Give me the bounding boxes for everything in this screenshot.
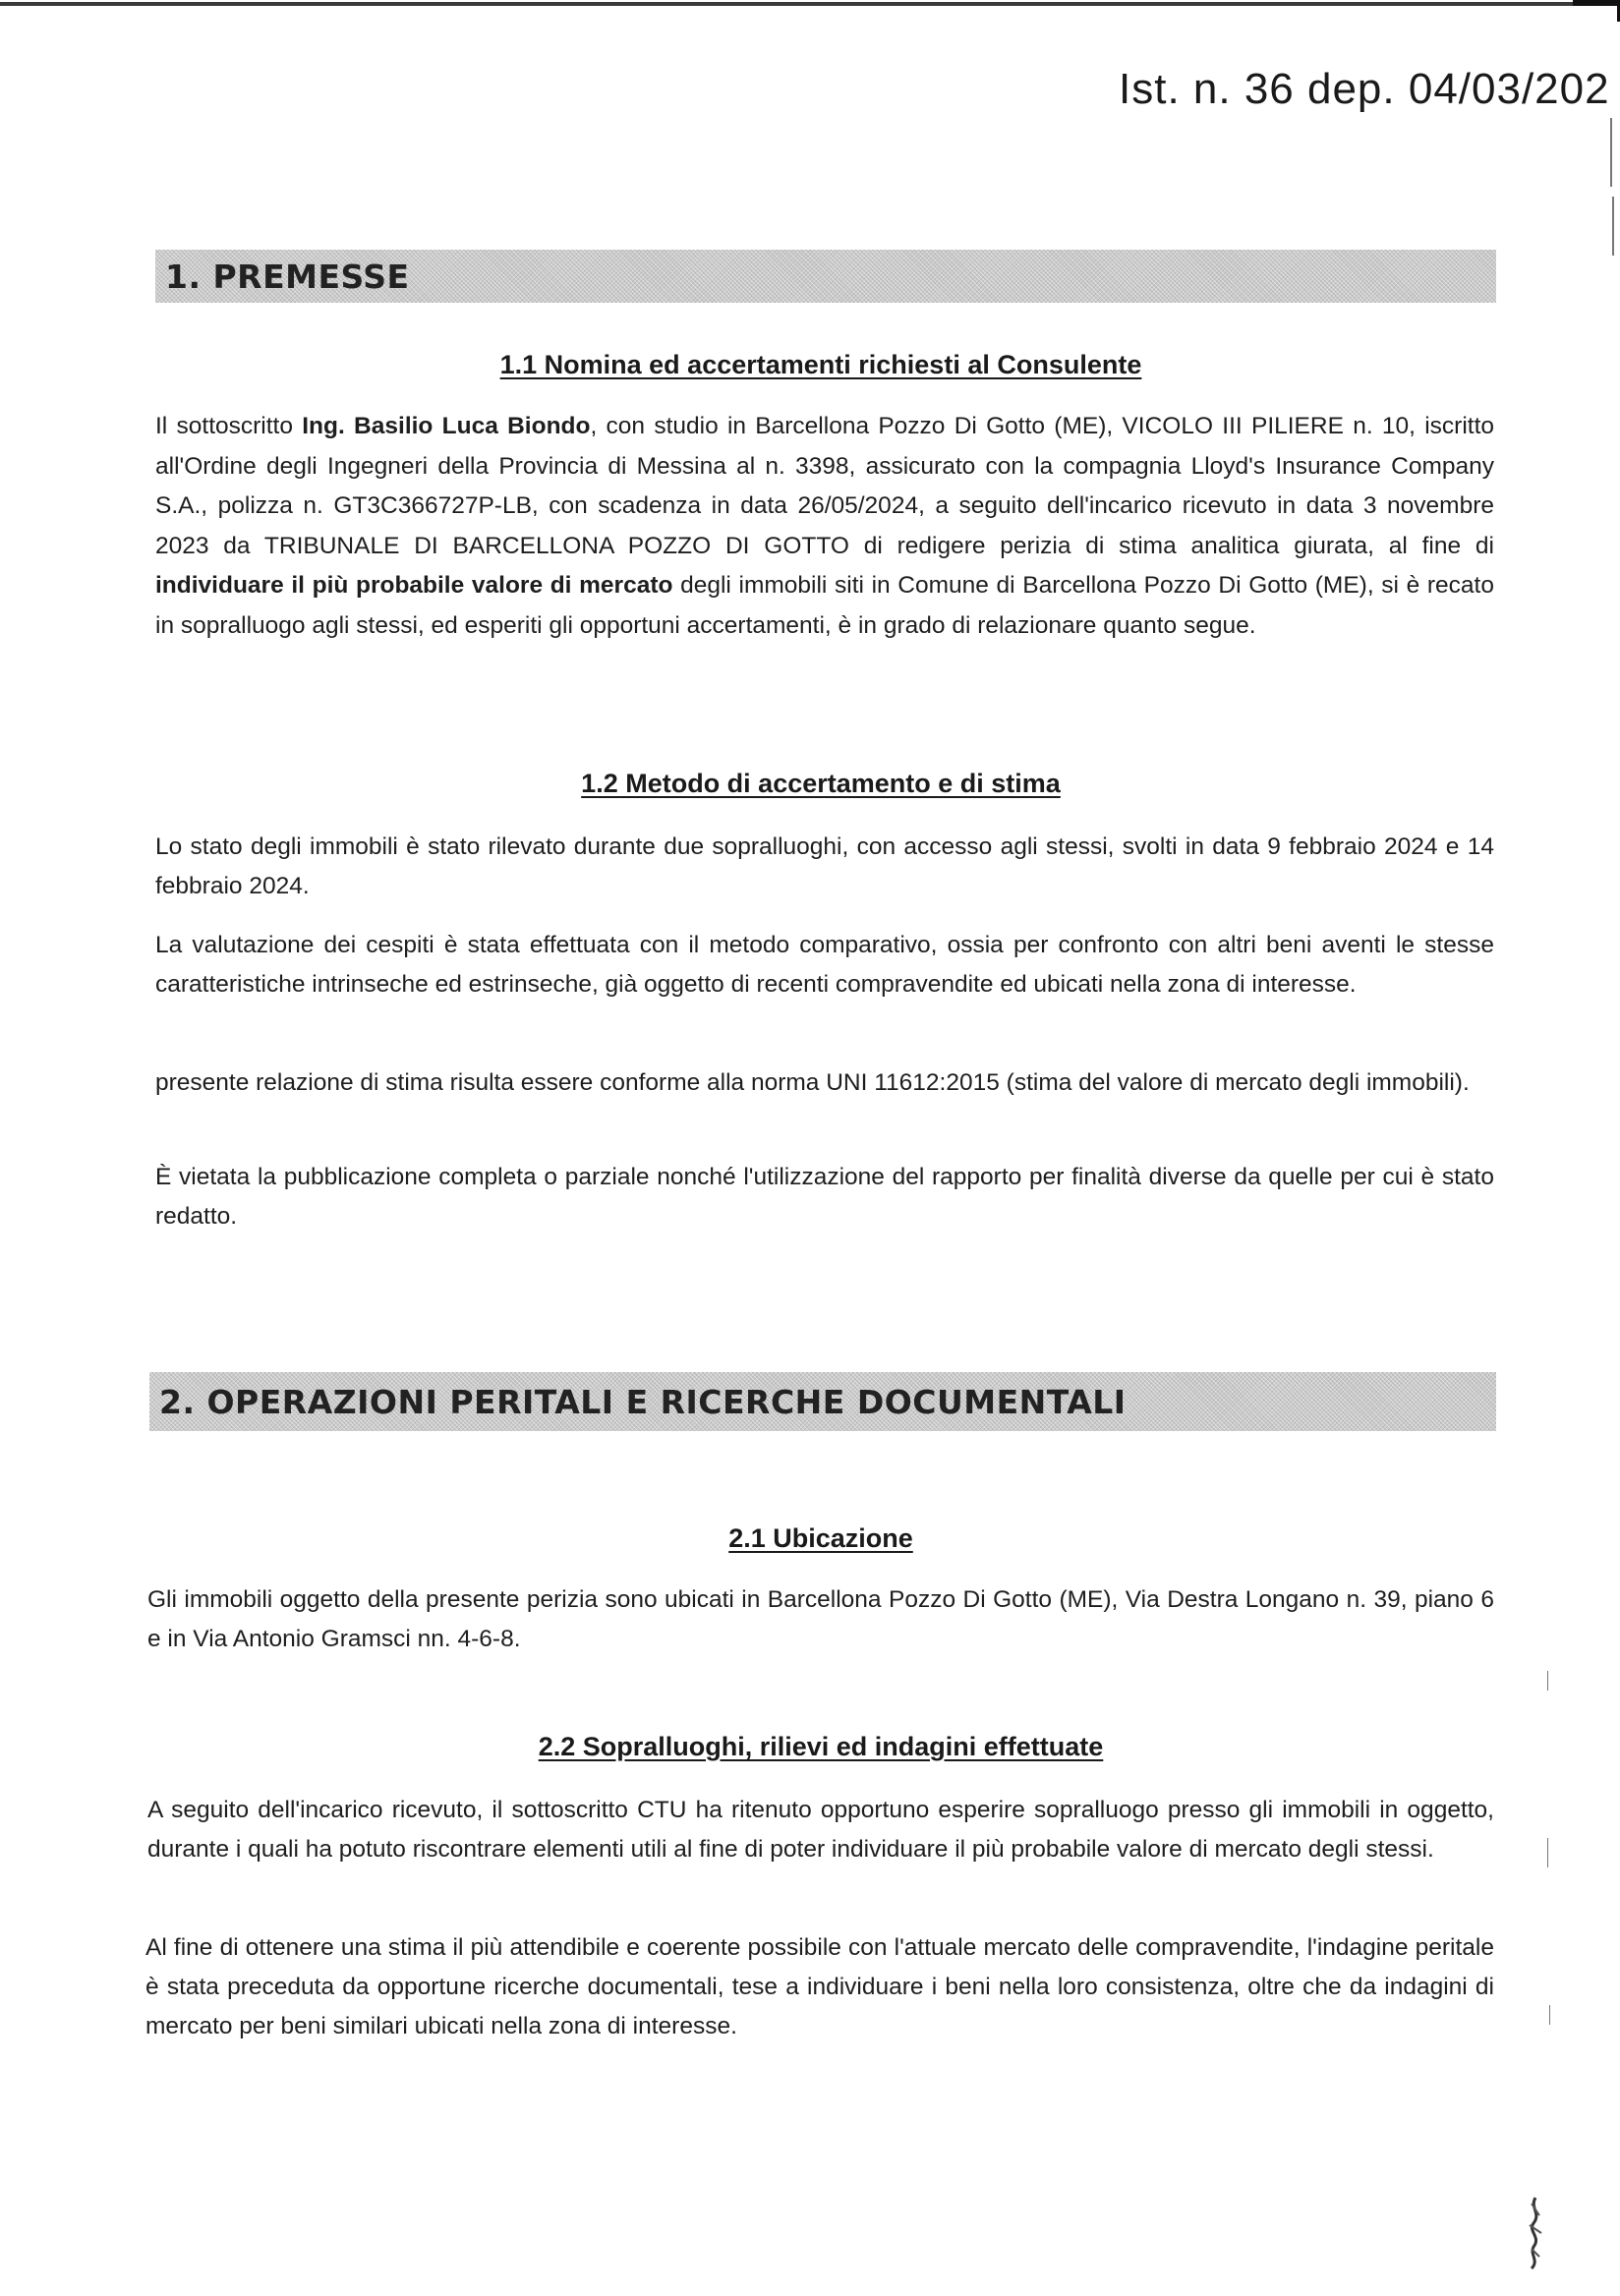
- scan-top-rule: [0, 2, 1573, 6]
- page-edge-scribble: [1522, 2194, 1549, 2272]
- paragraph-text: Il sottoscritto: [155, 413, 303, 439]
- paragraph-1-2-a: Lo stato degli immobili è stato rilevato durante due sopralluoghi, con accesso agli stessi, svolti in data 9 febbraio 2024 e 14 febbraio 2024.: [155, 833, 1494, 899]
- margin-scan-mark: [1549, 2005, 1550, 2025]
- paragraph-text: degli immobili siti in Comune di Barcellona Pozzo Di Gotto (ME), si è recato in sopralluogo agli stessi, ed esperiti gli opportuni accertamenti, è in grado di relazionare quanto segue.: [155, 572, 1494, 639]
- filing-stamp: Ist. n. 36 dep. 04/03/202: [1119, 65, 1610, 113]
- subsection-2-1-title: 2.1 Ubicazione: [728, 1523, 913, 1553]
- scan-corner-mark: [1573, 0, 1620, 22]
- section-1-header: [155, 250, 1496, 303]
- paragraph-1-2-c: presente relazione di stima risulta essere conforme alla norma UNI 11612:2015 (stima del valore di mercato degli immobili).: [155, 1069, 1470, 1096]
- margin-scan-mark: [1547, 1838, 1548, 1867]
- margin-scan-mark: [1610, 118, 1612, 187]
- subsection-1-1-title: 1.1 Nomina ed accertamenti richiesti al Consulente: [499, 350, 1142, 379]
- paragraph-text: , con studio in Barcellona Pozzo Di Gotto (ME), VICOLO III PILIERE n. 10, iscritto all'Ordine degli Ingegneri della Provincia di Messina al n. 3398, assicurato con la compagnia Lloyd's Insurance Company S.A., polizza n. GT3C366727P-LB, con scadenza in data 26/05/2024, a seguito dell'incarico ricevuto in data 3 novembre 2023 da TRIBUNALE DI BARCELLONA POZZO DI GOTTO di redigere perizia di stima analitica giurata, al fine di: [155, 413, 1495, 559]
- section-2-title: 2. OPERAZIONI PERITALI E RICERCHE DOCUMENTALI: [159, 1382, 1127, 1421]
- consultant-name: Ing. Basilio Luca Biondo: [302, 413, 591, 439]
- subsection-1-2-title: 1.2 Metodo di accertamento e di stima: [581, 769, 1061, 798]
- section-1-title: 1. PREMESSE: [165, 257, 410, 296]
- margin-scan-mark: [1547, 1671, 1548, 1691]
- paragraph-1-2-d: È vietata la pubblicazione completa o parziale nonché l'utilizzazione del rapporto per finalità diverse da quelle per cui è stato redatto.: [155, 1164, 1494, 1230]
- paragraph-1-2-b: La valutazione dei cespiti è stata effettuata con il metodo comparativo, ossia per confronto con altri beni aventi le stesse caratteristiche intrinseche ed estrinseche, già oggetto di recenti compravendite ed ubicati nella zona di interesse.: [155, 932, 1494, 998]
- paragraph-1-1: [155, 407, 1494, 646]
- emphasis-text: individuare il più probabile valore di mercato: [155, 572, 673, 599]
- paragraph-2-2-b: Al fine di ottenere una stima il più attendibile e coerente possibile con l'attuale mercato delle compravendite, l'indagine peritale è stata preceduta da opportune ricerche documentali, tese a individuare i beni nella loro consistenza, oltre che da indagini di mercato per beni similari ubicati nella zona di interesse.: [145, 1934, 1494, 2039]
- margin-scan-mark: [1612, 197, 1614, 256]
- section-2-header: [149, 1372, 1496, 1431]
- paragraph-2-1: Gli immobili oggetto della presente perizia sono ubicati in Barcellona Pozzo Di Gotto (ME), Via Destra Longano n. 39, piano 6 e in Via Antonio Gramsci nn. 4-6-8.: [147, 1586, 1494, 1652]
- paragraph-2-2-a: A seguito dell'incarico ricevuto, il sottoscritto CTU ha ritenuto opportuno esperire sopralluogo presso gli immobili in oggetto, durante i quali ha potuto riscontrare elementi utili al fine di poter individuare il più probabile valore di mercato degli stessi.: [147, 1797, 1494, 1863]
- subsection-2-2-title: 2.2 Sopralluoghi, rilievi ed indagini effettuate: [538, 1732, 1104, 1761]
